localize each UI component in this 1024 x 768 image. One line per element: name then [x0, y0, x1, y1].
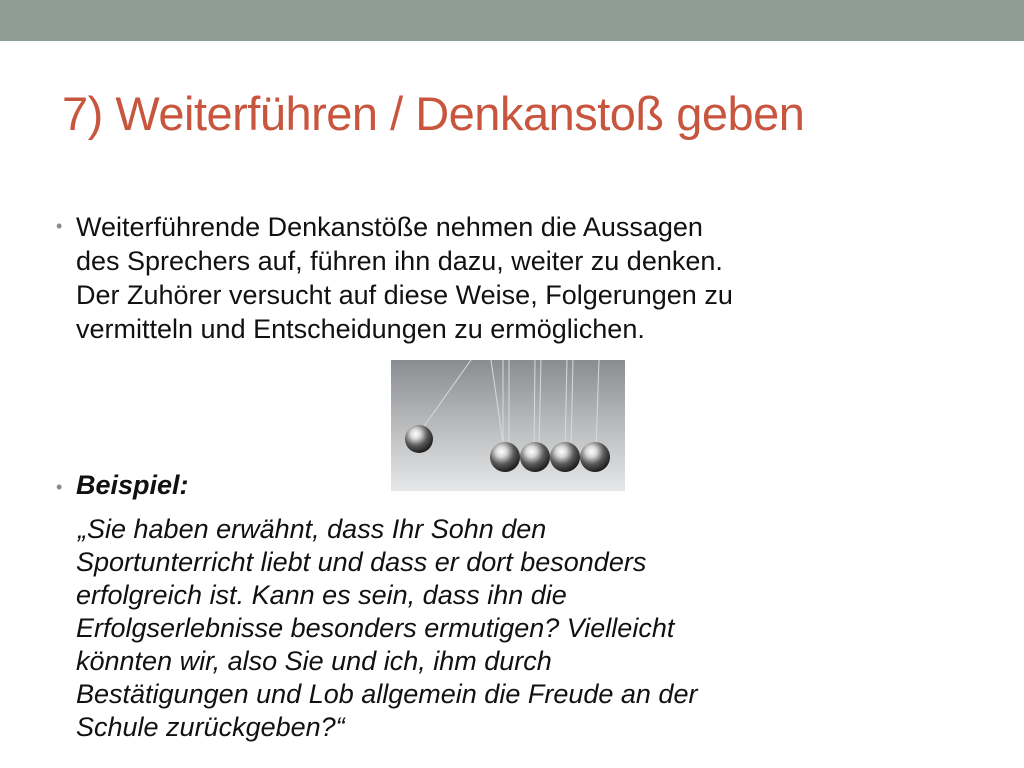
quote-line: Sportunterricht liebt und dass er dort besonders: [76, 547, 647, 577]
intro-paragraph: [76, 210, 936, 346]
quote-line: könnten wir, also Sie und ich, ihm durch: [76, 646, 552, 676]
quote-line: Bestätigungen und Lob allgemein die Freude an der: [76, 679, 698, 709]
quote-line: „Sie haben erwähnt, dass Ihr Sohn den: [78, 514, 547, 544]
paragraph-line: vermitteln und Entscheidungen zu ermöglichen.: [76, 314, 645, 344]
bullet-marker: •: [56, 216, 63, 236]
quote-line: Erfolgserlebnisse besonders ermutigen? Vielleicht: [76, 613, 675, 643]
slide-title: 7) Weiterführen / Denkanstoß geben: [62, 87, 805, 140]
quote-line: Schule zurückgeben?“: [76, 712, 345, 742]
paragraph-line: Weiterführende Denkanstöße nehmen die Aussagen: [76, 212, 703, 242]
paragraph-line: Der Zuhörer versucht auf diese Weise, Folgerungen zu: [76, 280, 733, 310]
top-accent-bar: [0, 0, 1024, 41]
bullet-marker: •: [56, 477, 63, 497]
quote-line: erfolgreich ist. Kann es sein, dass ihn die: [76, 580, 567, 610]
newtons-cradle-image: [391, 360, 625, 491]
paragraph-line: des Sprechers auf, führen ihn dazu, weiter zu denken.: [76, 246, 723, 276]
example-label: Beispiel:: [76, 470, 189, 500]
example-quote: [76, 513, 936, 744]
